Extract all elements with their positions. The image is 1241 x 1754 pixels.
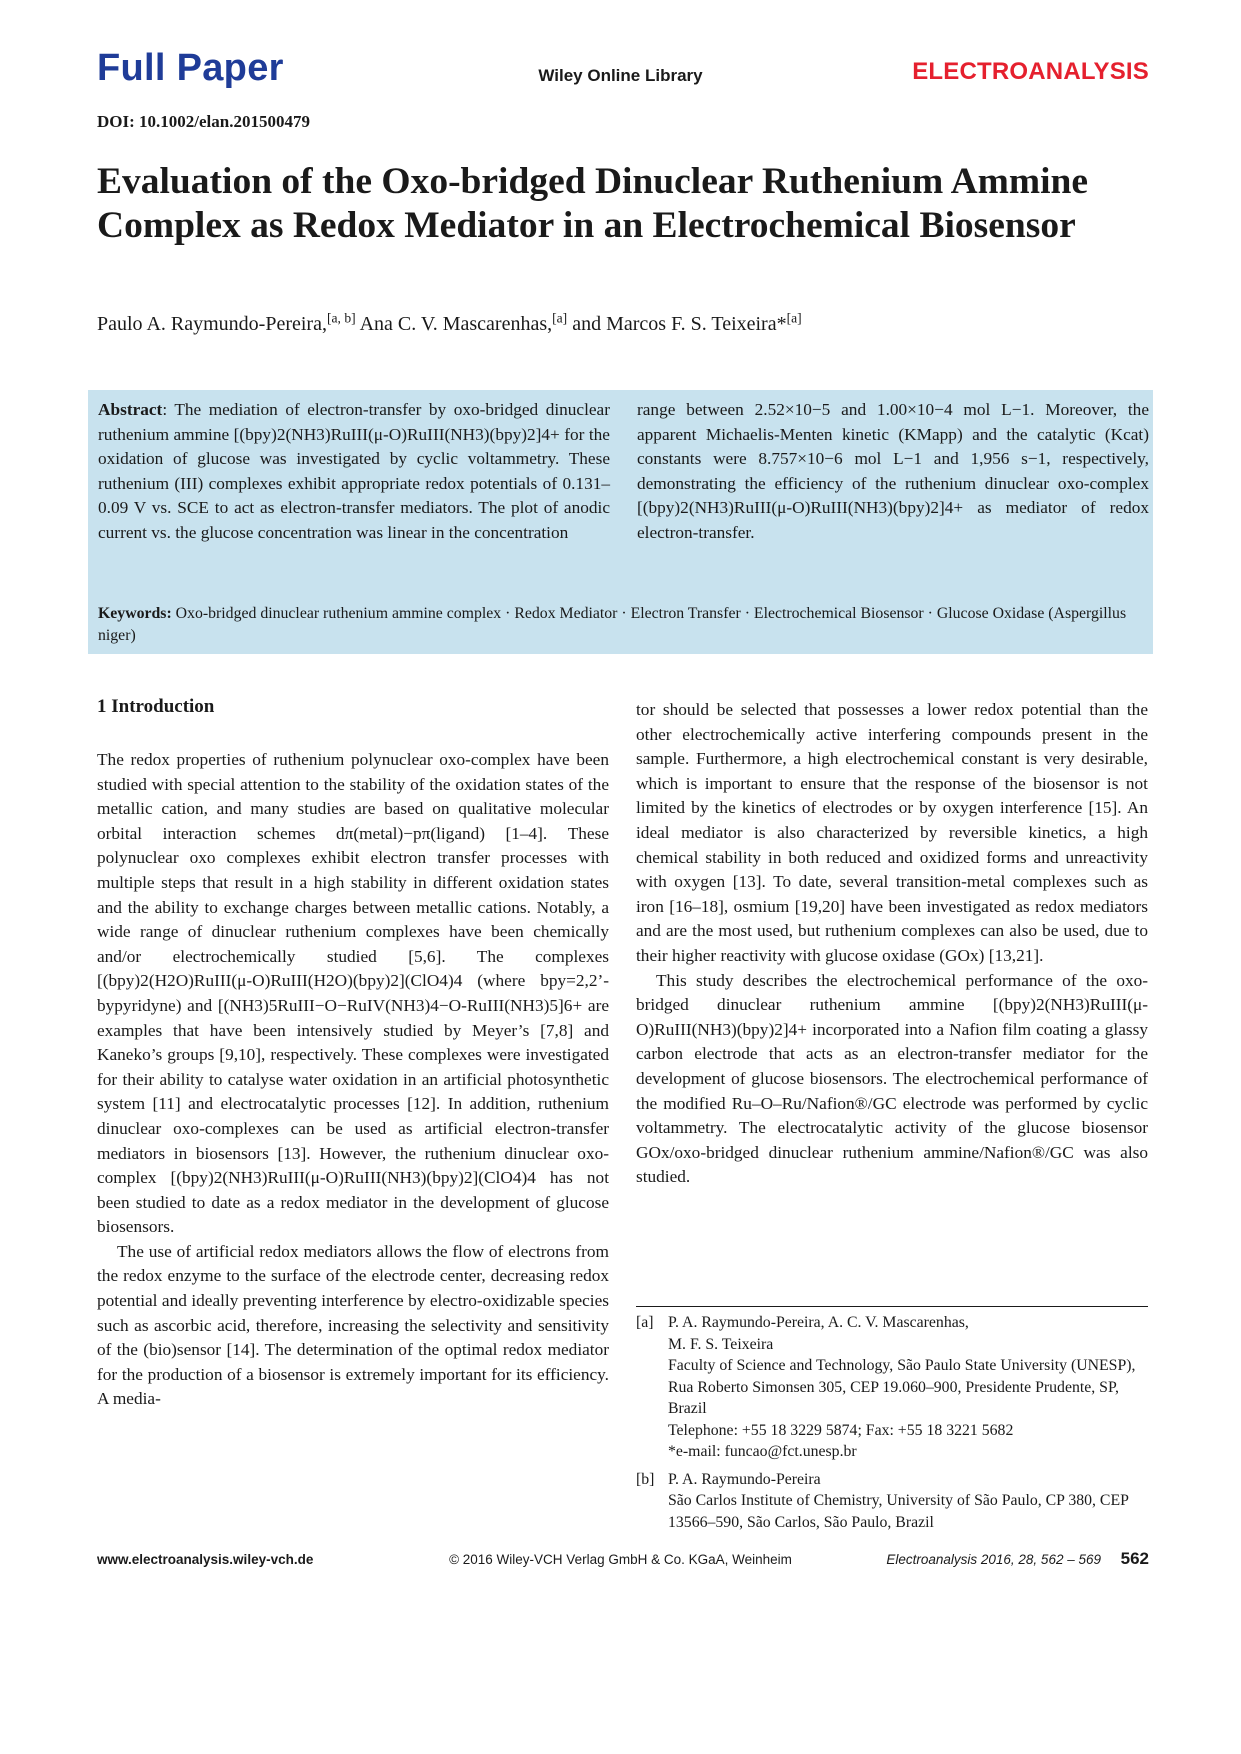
abstract-text: : The mediation of electron-transfer by oxo-bridged dinuclear ruthenium ammine [98, 400, 610, 444]
abstract-formula: [(bpy)2(NH3)RuIII(μ-O)RuIII(NH3)(bpy)2]4+ [233, 424, 560, 444]
doi: DOI: 10.1002/elan.201500479 [97, 112, 310, 131]
section-heading: 1 Introduction [97, 696, 215, 717]
affiliation-line: São Carlos Institute of Chemistry, University of São Paulo, CP 380, CEP 13566–590, São Carlos, São Paulo, Brazil [668, 1492, 1129, 1531]
abstract-box [88, 390, 1153, 654]
abstract-label: Abstract [98, 400, 163, 419]
body-left-column [97, 748, 609, 1412]
article-title: Evaluation of the Oxo-bridged Dinuclear Ruthenium Ammine Complex as Redox Mediator in an Electrochemical Biosensor [97, 161, 1089, 246]
paragraph: The redox properties of ruthenium polynuclear oxo-complex have been studied with special attention to the stability of the oxidation states of the metallic cation, and many studies are based on qualitative molecular orbital interaction schemes dπ(metal)−pπ(ligand) [1–4]. These polynuclear oxo complexes exhibit electron transfer processes with multiple steps that result in a high stability in different oxidation states and the ability to exchange charges between metallic cations. Notably, a wide range of dinuclear ruthenium complexes have been chemically and/or electrochemically studied [5,6]. The complexes [(bpy)2(H2O)RuIII(μ-O)RuIII(H2O)(bpy)2](ClO4)4 (where bpy=2,2’-bypyridyne) and [(NH3)5RuIII−O−RuIV(NH3)4−O-RuIII(NH3)5]6+ are examples that have been intensively studied by Meyer’s [7,8] and Kaneko’s groups [9,10], respectively. These complexes were investigated for their ability to catalyse water oxidation in an artificial photosynthetic system [11] and electrocatalytic processes [12]. In addition, ruthenium dinuclear oxo-complexes can be used as artificial electron-transfer mediators in biosensors [13]. However, the ruthenium dinuclear oxo-complex [(bpy)2(NH3)RuIII(μ-O)RuIII(NH3)(bpy)2](ClO4)4 has not been studied to date as a redox mediator in the development of glucose biosensors. [97, 750, 609, 1237]
keyword: Electron Transfer [630, 605, 741, 622]
affiliation-email[interactable]: *e-mail: funcao@fct.unesp.br [668, 1443, 857, 1460]
affiliation-tag: [b] [636, 1470, 655, 1488]
author-name: Paulo A. Raymundo-Pereira, [97, 313, 327, 335]
footer-citation: Electroanalysis 2016, 28, 562 – 569 [886, 1552, 1101, 1567]
paragraph: This study describes the electrochemical performance of the oxo-bridged dinuclear ruthenium ammine [(bpy)2(NH3)RuIII(μ-O)RuIII(NH3)(bpy)2]4+ incorporated into a Nafion film coating a glassy carbon electrode that acts as an electron-transfer mediator for the development of glucose biosensors. The electrochemical performance of the modified Ru–O–Ru/Nafion®/GC electrode was performed by cyclic voltammetry. The electrocatalytic activity of the glucose biosensor GOx/oxo-bridged dinuclear ruthenium ammine/Nafion®/GC was also studied. [636, 970, 1148, 1187]
section-label: Full Paper [97, 47, 284, 89]
keywords: Keywords: Oxo-bridged dinuclear ruthenium ammine complex · Redox Mediator · Electron Transfer · Electrochemical Biosensor · Glucose Oxidase (Aspergillus niger) [98, 605, 1127, 644]
abstract-text: range between 2.52×10−5 and 1.00×10−4 mol L−1. Moreover, the apparent Michaelis-Menten kinetic (KMapp) and the catalytic (Kcat) constants were 8.757×10−6 mol L−1 and 1,956 s−1, respectively, demonstrating the efficiency of the ruthenium dinuclear oxo-complex [637, 400, 1149, 493]
footer-copyright: © 2016 Wiley-VCH Verlag GmbH & Co. KGaA, Weinheim [449, 1552, 792, 1567]
author-name: Marcos F. S. Teixeira* [606, 313, 787, 335]
affiliation-line: Telephone: +55 18 3229 5874; Fax: +55 18 3221 5682 [668, 1421, 1014, 1439]
author-affiliation-mark: [a, b] [326, 310, 356, 326]
affiliation [636, 1312, 1156, 1463]
abstract-formula: [(bpy)2(NH3)RuIII(μ-O)RuIII(NH3)(bpy)2]4+ [637, 498, 964, 518]
footer-url[interactable]: www.electroanalysis.wiley-vch.de [97, 1552, 314, 1567]
affiliation-line: M. F. S. Teixeira [668, 1335, 774, 1353]
abstract-right-column [637, 398, 1149, 546]
keywords-label: Keywords: [98, 605, 172, 622]
affiliation-line: Faculty of Science and Technology, São Paulo State University (UNESP), Rua Roberto Simonsen 305, CEP 19.060–900, Presidente Prudente, SP, Brazil [668, 1357, 1136, 1417]
paragraph: The use of artificial redox mediators allows the flow of electrons from the redox enzyme to the surface of the electrode center, decreasing redox potential and ideally preventing interference by electro-oxidizable species such as ascorbic acid, therefore, increasing the selectivity and sensitivity of the (bio)sensor [14]. The determination of the optimal redox mediator for the production of a biosensor is extremely important for its efficiency. A media- [97, 1241, 609, 1409]
journal-name: ELECTROANALYSIS [912, 58, 1149, 85]
keyword: Redox Mediator [514, 605, 618, 622]
affiliation [636, 1469, 1156, 1534]
affiliations [636, 1312, 1156, 1539]
affiliation-tag: [a] [636, 1314, 654, 1331]
page-number: 562 [1120, 1549, 1149, 1568]
abstract-text: as mediator of redox electron-transfer. [637, 498, 1149, 542]
abstract-text: for the oxidation of glucose was investigated by cyclic voltammetry. These ruthenium (III) complexes exhibit appropriate redox potentials of 0.131–0.09 V vs. SCE to act as electron-transfer mediators. The plot of anodic current vs. the glucose concentration was linear in the concentration [98, 424, 610, 542]
wiley-online-library-link[interactable]: Wiley Online Library [538, 66, 703, 85]
author-separator: and [567, 313, 607, 335]
author-affiliation-mark: [a] [552, 310, 568, 326]
abstract-left-column [98, 398, 610, 546]
footnote-rule [636, 1306, 1148, 1307]
paragraph: tor should be selected that possesses a lower redox potential than the other electrochemically active interfering compounds present in the sample. Furthermore, a high electrochemical constant is very desirable, which is important to ensure that the response of the biosensor is not limited by the kinetics of electrodes or by oxygen interference [15]. An ideal mediator is also characterized by reversible kinetics, a high chemical stability in both reduced and oxidized forms and unreactivity with oxygen [13]. To date, several transition-metal complexes such as iron [16–18], osmium [19,20] have been investigated as redox mediators and are the most used, but ruthenium complexes can also be used, due to their higher reactivity with glucose oxidase (GOx) [13,21]. [636, 700, 1148, 965]
keyword: Oxo-bridged dinuclear ruthenium ammine complex [175, 605, 502, 622]
keyword: Glucose Oxidase (Aspergillus niger) [98, 605, 1127, 644]
author-affiliation-mark: [a] [786, 310, 802, 326]
author-list [97, 310, 802, 336]
body-right-column [636, 698, 1148, 1190]
keyword: Electrochemical Biosensor [753, 605, 924, 622]
affiliation-line: P. A. Raymundo-Pereira [668, 1470, 821, 1488]
affiliation-line: P. A. Raymundo-Pereira, A. C. V. Mascarenhas, [668, 1314, 969, 1331]
author-name: Ana C. V. Mascarenhas, [359, 313, 553, 335]
